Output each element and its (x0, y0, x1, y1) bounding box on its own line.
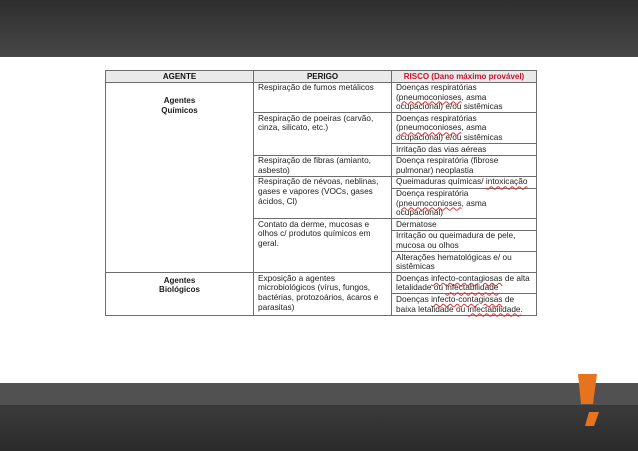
header-agent: AGENTE (106, 71, 254, 83)
risk-cell: Queimaduras químicas/ intoxicação (392, 176, 537, 188)
brand-logo-icon (573, 372, 609, 428)
header-risk: RISCO (Dano máximo provável) (392, 71, 537, 83)
bottom-banner (0, 383, 638, 451)
risk-cell: Doença respiratória (fibrose pulmonar) neoplastia (392, 155, 537, 176)
danger-cell: Respiração de poeiras (carvão, cinza, silicato, etc.) (254, 113, 392, 155)
risk-cell: Doenças respiratórias (pneumoconioses, asma ocupacional) e/ou sistêmicas (392, 82, 537, 113)
risk-cell: Doenças infecto-contagiosas de baixa letalidade ou infectabilidade. (392, 294, 537, 315)
header-danger: PERIGO (254, 71, 392, 83)
table-row (106, 82, 537, 113)
danger-cell: Contato da derme, mucosas e olhos c/ produtos químicos em geral. (254, 219, 392, 273)
agent-cell-biological: Agentes Biológicos (106, 273, 254, 315)
top-banner (0, 0, 638, 57)
risk-cell: Alterações hematológicas e/ ou sistêmicas (392, 252, 537, 273)
danger-cell: Respiração de fumos metálicos (254, 82, 392, 113)
table-row (106, 273, 537, 294)
risk-table (105, 70, 537, 316)
risk-cell: Irritação ou queimadura de pele, mucosa ou olhos (392, 230, 537, 251)
danger-cell: Respiração de fibras (amianto, asbesto) (254, 155, 392, 176)
danger-cell: Respiração de névoas, neblinas, gases e vapores (VOCs, gases ácidos, Cl) (254, 176, 392, 218)
risk-cell: Doenças respiratórias (pneumoconioses, asma ocupacional) e/ou sistêmicas (392, 113, 537, 144)
danger-cell: Exposição a agentes microbiológicos (vírus, fungos, bactérias, protozoários, ácaros e parasitas) (254, 273, 392, 315)
agent-cell-chemical: Agentes Químicos (106, 82, 254, 273)
risk-cell: Doença respiratória (pneumoconioses, asma ocupacional) (392, 188, 537, 219)
risk-cell: Doenças infecto-contagiosas de alta letalidade ou infectabilidade (392, 273, 537, 294)
risk-cell: Irritação das vias aéreas (392, 144, 537, 156)
risk-cell: Dermatose (392, 219, 537, 231)
table-header-row (106, 71, 537, 83)
